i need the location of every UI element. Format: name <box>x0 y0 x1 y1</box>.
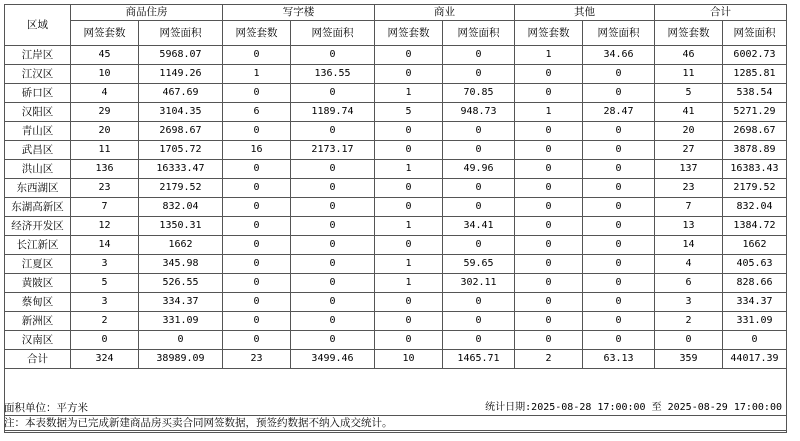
table-row <box>5 331 787 350</box>
area-cell: 832.04 <box>139 198 223 217</box>
table-row <box>5 293 787 312</box>
area-cell: 59.65 <box>443 255 515 274</box>
count-cell: 12 <box>71 217 139 236</box>
table-row <box>5 217 787 236</box>
area-cell: 3878.89 <box>723 141 787 160</box>
count-cell: 27 <box>655 141 723 160</box>
count-cell: 41 <box>655 103 723 122</box>
count-cell: 3 <box>655 293 723 312</box>
region-name-cell: 合计 <box>5 350 71 369</box>
table-row <box>5 84 787 103</box>
table-row <box>5 141 787 160</box>
table-row <box>5 312 787 331</box>
area-cell: 1662 <box>139 236 223 255</box>
area-cell: 70.85 <box>443 84 515 103</box>
count-cell: 20 <box>655 122 723 141</box>
count-cell: 0 <box>375 65 443 84</box>
count-cell: 0 <box>223 236 291 255</box>
count-cell: 23 <box>71 179 139 198</box>
count-cell: 2 <box>71 312 139 331</box>
area-cell: 828.66 <box>723 274 787 293</box>
region-name-cell: 武昌区 <box>5 141 71 160</box>
count-cell: 0 <box>223 312 291 331</box>
area-cell: 1149.26 <box>139 65 223 84</box>
count-cell: 0 <box>375 293 443 312</box>
count-cell: 0 <box>515 255 583 274</box>
count-cell: 14 <box>655 236 723 255</box>
area-cell: 0 <box>583 312 655 331</box>
count-cell: 3 <box>71 293 139 312</box>
region-name-cell: 江岸区 <box>5 46 71 65</box>
area-cell: 0 <box>583 331 655 350</box>
area-cell: 2179.52 <box>723 179 787 198</box>
count-cell: 1 <box>375 84 443 103</box>
area-cell: 0 <box>443 331 515 350</box>
count-cell: 0 <box>223 217 291 236</box>
count-cell: 1 <box>375 217 443 236</box>
area-cell: 0 <box>583 236 655 255</box>
region-name-cell: 江夏区 <box>5 255 71 274</box>
footnote: 注：本表数据为已完成新建商品房买卖合同网签数据，预签约数据不纳入成交统计。 <box>4 417 393 429</box>
area-cell: 0 <box>291 84 375 103</box>
area-cell: 34.66 <box>583 46 655 65</box>
area-cell: 63.13 <box>583 350 655 369</box>
area-cell: 331.09 <box>139 312 223 331</box>
count-cell: 0 <box>375 312 443 331</box>
area-cell: 0 <box>583 160 655 179</box>
count-cell: 0 <box>223 255 291 274</box>
region-name-cell: 经济开发区 <box>5 217 71 236</box>
area-cell: 1189.74 <box>291 103 375 122</box>
area-cell: 2698.67 <box>139 122 223 141</box>
count-cell: 6 <box>655 274 723 293</box>
area-cell: 136.55 <box>291 65 375 84</box>
area-cell: 334.37 <box>139 293 223 312</box>
area-cell: 49.96 <box>443 160 515 179</box>
region-name-cell: 黄陂区 <box>5 274 71 293</box>
area-cell: 0 <box>583 274 655 293</box>
count-cell: 45 <box>71 46 139 65</box>
count-cell: 11 <box>655 65 723 84</box>
area-cell: 0 <box>291 122 375 141</box>
count-cell: 1 <box>375 274 443 293</box>
area-column-header: 网签面积 <box>723 21 787 46</box>
area-cell: 0 <box>443 65 515 84</box>
count-cell: 0 <box>375 331 443 350</box>
count-cell: 0 <box>515 331 583 350</box>
area-cell: 345.98 <box>139 255 223 274</box>
count-cell: 10 <box>375 350 443 369</box>
area-cell: 0 <box>443 141 515 160</box>
count-cell: 29 <box>71 103 139 122</box>
count-column-header: 网签套数 <box>655 21 723 46</box>
count-cell: 0 <box>223 331 291 350</box>
table-row <box>5 179 787 198</box>
count-cell: 6 <box>223 103 291 122</box>
count-cell: 324 <box>71 350 139 369</box>
count-cell: 0 <box>223 122 291 141</box>
area-cell: 0 <box>291 236 375 255</box>
area-cell: 302.11 <box>443 274 515 293</box>
sales-statistics-table <box>4 4 787 369</box>
area-unit-label: 面积单位：平方米 <box>4 402 88 414</box>
table-row <box>5 274 787 293</box>
area-cell: 6002.73 <box>723 46 787 65</box>
count-cell: 0 <box>375 46 443 65</box>
count-cell: 0 <box>223 274 291 293</box>
region-name-cell: 青山区 <box>5 122 71 141</box>
area-cell: 1465.71 <box>443 350 515 369</box>
count-cell: 13 <box>655 217 723 236</box>
count-cell: 0 <box>515 84 583 103</box>
count-cell: 4 <box>71 84 139 103</box>
area-cell: 0 <box>291 255 375 274</box>
area-column-header: 网签面积 <box>583 21 655 46</box>
area-cell: 2173.17 <box>291 141 375 160</box>
area-cell: 0 <box>443 122 515 141</box>
total-row <box>5 350 787 369</box>
area-column-header: 网签面积 <box>139 21 223 46</box>
region-name-cell: 东湖高新区 <box>5 198 71 217</box>
area-cell: 3499.46 <box>291 350 375 369</box>
count-cell: 0 <box>515 293 583 312</box>
count-cell: 1 <box>515 46 583 65</box>
area-cell: 38989.09 <box>139 350 223 369</box>
count-cell: 0 <box>223 160 291 179</box>
count-cell: 0 <box>375 179 443 198</box>
count-cell: 0 <box>223 198 291 217</box>
area-cell: 0 <box>443 236 515 255</box>
count-cell: 137 <box>655 160 723 179</box>
group-header-office: 写字楼 <box>223 5 375 21</box>
count-column-header: 网签套数 <box>71 21 139 46</box>
region-name-cell: 长江新区 <box>5 236 71 255</box>
area-cell: 3104.35 <box>139 103 223 122</box>
count-cell: 5 <box>71 274 139 293</box>
count-cell: 136 <box>71 160 139 179</box>
count-cell: 0 <box>515 179 583 198</box>
area-cell: 0 <box>443 46 515 65</box>
area-cell: 0 <box>583 198 655 217</box>
area-cell: 0 <box>583 217 655 236</box>
area-cell: 1705.72 <box>139 141 223 160</box>
area-cell: 0 <box>443 179 515 198</box>
count-cell: 23 <box>655 179 723 198</box>
area-cell: 334.37 <box>723 293 787 312</box>
count-cell: 0 <box>223 46 291 65</box>
area-cell: 1662 <box>723 236 787 255</box>
count-cell: 2 <box>515 350 583 369</box>
count-cell: 1 <box>223 65 291 84</box>
area-cell: 0 <box>443 312 515 331</box>
region-name-cell: 硚口区 <box>5 84 71 103</box>
group-header-residential: 商品住房 <box>71 5 223 21</box>
area-cell: 0 <box>291 331 375 350</box>
area-cell: 0 <box>583 179 655 198</box>
table-body <box>5 46 787 369</box>
count-cell: 7 <box>655 198 723 217</box>
area-cell: 0 <box>443 293 515 312</box>
count-cell: 0 <box>71 331 139 350</box>
count-cell: 1 <box>375 255 443 274</box>
count-column-header: 网签套数 <box>375 21 443 46</box>
area-cell: 2698.67 <box>723 122 787 141</box>
count-cell: 0 <box>223 293 291 312</box>
area-cell: 0 <box>583 84 655 103</box>
region-name-cell: 汉阳区 <box>5 103 71 122</box>
count-cell: 0 <box>515 198 583 217</box>
area-cell: 0 <box>291 198 375 217</box>
count-cell: 0 <box>223 84 291 103</box>
area-cell: 0 <box>291 46 375 65</box>
area-cell: 0 <box>723 331 787 350</box>
count-cell: 0 <box>515 160 583 179</box>
table-row <box>5 122 787 141</box>
area-cell: 44017.39 <box>723 350 787 369</box>
area-column-header: 网签面积 <box>443 21 515 46</box>
count-cell: 1 <box>515 103 583 122</box>
count-cell: 0 <box>515 122 583 141</box>
area-cell: 538.54 <box>723 84 787 103</box>
count-cell: 0 <box>515 236 583 255</box>
area-cell: 0 <box>291 217 375 236</box>
count-cell: 0 <box>375 236 443 255</box>
count-cell: 11 <box>71 141 139 160</box>
area-cell: 405.63 <box>723 255 787 274</box>
statistics-period: 统计日期:2025-08-28 17:00:00 至 2025-08-29 17:00:00 <box>485 402 782 413</box>
count-cell: 2 <box>655 312 723 331</box>
group-header-total: 合计 <box>655 5 787 21</box>
area-cell: 0 <box>139 331 223 350</box>
area-cell: 34.41 <box>443 217 515 236</box>
area-cell: 0 <box>291 293 375 312</box>
count-cell: 1 <box>375 160 443 179</box>
count-cell: 3 <box>71 255 139 274</box>
area-cell: 0 <box>291 160 375 179</box>
count-cell: 0 <box>515 65 583 84</box>
area-cell: 832.04 <box>723 198 787 217</box>
area-cell: 28.47 <box>583 103 655 122</box>
group-header-other: 其他 <box>515 5 655 21</box>
count-cell: 5 <box>375 103 443 122</box>
area-cell: 1350.31 <box>139 217 223 236</box>
footer-info-row <box>4 401 786 416</box>
area-cell: 0 <box>583 122 655 141</box>
count-cell: 0 <box>515 141 583 160</box>
region-name-cell: 新洲区 <box>5 312 71 331</box>
count-column-header: 网签套数 <box>223 21 291 46</box>
count-column-header: 网签套数 <box>515 21 583 46</box>
area-cell: 5271.29 <box>723 103 787 122</box>
region-name-cell: 洪山区 <box>5 160 71 179</box>
count-cell: 0 <box>223 179 291 198</box>
footer-note-row <box>4 416 786 431</box>
area-cell: 2179.52 <box>139 179 223 198</box>
area-cell: 16333.47 <box>139 160 223 179</box>
table-row <box>5 103 787 122</box>
count-cell: 4 <box>655 255 723 274</box>
area-cell: 0 <box>443 198 515 217</box>
area-cell: 16383.43 <box>723 160 787 179</box>
table-footer <box>4 401 786 431</box>
region-name-cell: 东西湖区 <box>5 179 71 198</box>
table-row <box>5 255 787 274</box>
area-cell: 1285.81 <box>723 65 787 84</box>
count-cell: 0 <box>375 141 443 160</box>
count-cell: 0 <box>375 122 443 141</box>
region-name-cell: 蔡甸区 <box>5 293 71 312</box>
count-cell: 359 <box>655 350 723 369</box>
area-cell: 0 <box>583 65 655 84</box>
region-name-cell: 汉南区 <box>5 331 71 350</box>
table-row <box>5 236 787 255</box>
area-cell: 0 <box>291 312 375 331</box>
count-cell: 10 <box>71 65 139 84</box>
count-cell: 0 <box>515 312 583 331</box>
area-column-header: 网签面积 <box>291 21 375 46</box>
count-cell: 0 <box>515 274 583 293</box>
count-cell: 14 <box>71 236 139 255</box>
region-name-cell: 江汉区 <box>5 65 71 84</box>
table-row <box>5 46 787 65</box>
area-cell: 0 <box>583 293 655 312</box>
count-cell: 46 <box>655 46 723 65</box>
count-cell: 20 <box>71 122 139 141</box>
count-cell: 0 <box>655 331 723 350</box>
count-cell: 0 <box>375 198 443 217</box>
region-column-header: 区域 <box>5 5 71 46</box>
area-cell: 0 <box>583 255 655 274</box>
area-cell: 0 <box>583 141 655 160</box>
count-cell: 23 <box>223 350 291 369</box>
table-row <box>5 65 787 84</box>
area-cell: 5968.07 <box>139 46 223 65</box>
count-cell: 0 <box>515 217 583 236</box>
sales-statistics-table-container <box>4 4 786 369</box>
count-cell: 5 <box>655 84 723 103</box>
area-cell: 467.69 <box>139 84 223 103</box>
area-cell: 0 <box>291 274 375 293</box>
area-cell: 1384.72 <box>723 217 787 236</box>
area-cell: 948.73 <box>443 103 515 122</box>
table-row <box>5 198 787 217</box>
count-cell: 7 <box>71 198 139 217</box>
area-cell: 0 <box>291 179 375 198</box>
table-row <box>5 160 787 179</box>
area-cell: 331.09 <box>723 312 787 331</box>
group-header-commercial: 商业 <box>375 5 515 21</box>
count-cell: 16 <box>223 141 291 160</box>
area-cell: 526.55 <box>139 274 223 293</box>
